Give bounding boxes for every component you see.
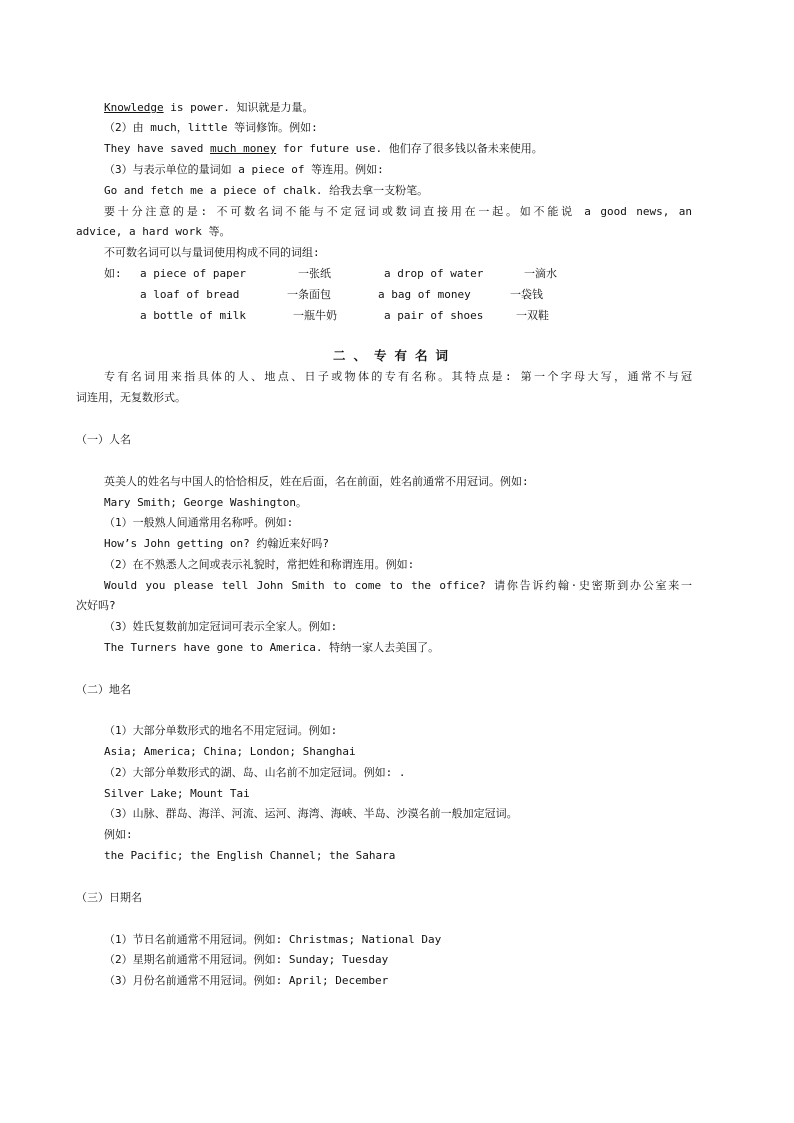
example-en: a piece of paper (140, 267, 246, 280)
example-chalk: Go and fetch me a piece of chalk. 给我去拿一支粉笔。 (104, 184, 429, 197)
subsection-place-names: （二）地名 (76, 683, 131, 696)
dates-rule-3: （3）月份名前通常不用冠词。例如: April; December (104, 974, 389, 987)
example-en: a pair of shoes (384, 309, 484, 322)
section-heading-proper-nouns: 二、专有名词 (333, 348, 457, 363)
example-much-money (104, 141, 543, 157)
example-text: is power. 知识就是力量。 (163, 101, 314, 114)
example-label: 如: (104, 267, 122, 280)
names-example-2: Would you please tell John Smith to come to the office? 请你告诉约翰·史密斯到办公室来一 (104, 579, 692, 592)
names-rule-3: （3）姓氏复数前加定冠词可表示全家人。例如: (104, 620, 338, 633)
names-example-2-cont: 次好吗? (76, 599, 116, 612)
example-en: a loaf of bread (140, 288, 240, 301)
note-uncountable-cont: advice, a hard work 等。 (76, 225, 231, 238)
example-zh: 一袋钱 (510, 288, 543, 301)
places-example-2: Silver Lake; Mount Tai (104, 787, 250, 800)
underlined-word: Knowledge (104, 101, 164, 114)
example-zh: 一双鞋 (516, 309, 549, 322)
rule-2-much-little: （2）由 much，little 等词修饰。例如: (104, 121, 318, 134)
dates-rule-2: （2）星期名前通常不用冠词。例如: Sunday; Tuesday (104, 953, 389, 966)
note-quantifiers: 不可数名词可以与量词使用构成不同的词组: (104, 246, 320, 259)
example-zh: 一滴水 (524, 267, 557, 280)
subsection-date-names: （三）日期名 (76, 891, 142, 904)
example-text: for future use. 他们存了很多钱以备未来使用。 (276, 142, 543, 155)
dates-rule-1: （1）节日名前通常不用冠词。例如: Christmas; National Day (104, 933, 442, 946)
names-intro: 英美人的姓名与中国人的恰恰相反，姓在后面，名在前面，姓名前通常不用冠词。例如: (104, 475, 529, 488)
places-example-1: Asia; America; China; London; Shanghai (104, 745, 356, 758)
example-zh: 一瓶牛奶 (293, 309, 337, 322)
places-rule-1: （1）大部分单数形式的地名不用定冠词。例如: (104, 724, 338, 737)
proper-noun-definition: 专有名词用来指具体的人、地点、日子或物体的专有名称。其特点是: 第一个字母大写，通常不与冠 (104, 370, 692, 383)
example-en: a bag of money (378, 288, 471, 301)
names-example: Mary Smith; George Washington。 (104, 496, 308, 509)
example-en: a bottle of milk (140, 309, 246, 322)
proper-noun-definition-cont: 词连用，无复数形式。 (76, 391, 186, 404)
names-rule-1: （1）一般熟人间通常用名称呼。例如: (104, 516, 294, 529)
rule-3-unit-words: （3）与表示单位的量词如 a piece of 等连用。例如: (104, 163, 384, 176)
places-rule-3: （3）山脉、群岛、海洋、河流、运河、海湾、海峡、半岛、沙漠名前一般加定冠词。 (104, 807, 518, 820)
subsection-personal-names: （一）人名 (76, 433, 131, 446)
example-zh: 一条面包 (287, 288, 331, 301)
names-example-3: The Turners have gone to America. 特纳一家人去美国了。 (104, 641, 440, 654)
names-rule-2: （2）在不熟悉人之间或表示礼貌时，常把姓和称谓连用。例如: (104, 558, 415, 571)
example-zh: 一张纸 (298, 267, 331, 280)
underlined-phrase: much money (209, 142, 277, 155)
places-rule-2: （2）大部分单数形式的湖、岛、山名前不加定冠词。例如: . (104, 766, 406, 779)
places-example-3: the Pacific; the English Channel; the Sahara (104, 849, 396, 862)
names-example-1: How’s John getting on? 约翰近来好吗? (104, 537, 329, 550)
places-example-label: 例如: (104, 828, 133, 841)
example-en: a drop of water (384, 267, 484, 280)
example-text: They have saved (104, 142, 210, 155)
example-knowledge (104, 100, 313, 116)
note-uncountable: 要十分注意的是: 不可数名词不能与不定冠词或数词直接用在一起。如不能说 a good news, an (104, 205, 692, 218)
